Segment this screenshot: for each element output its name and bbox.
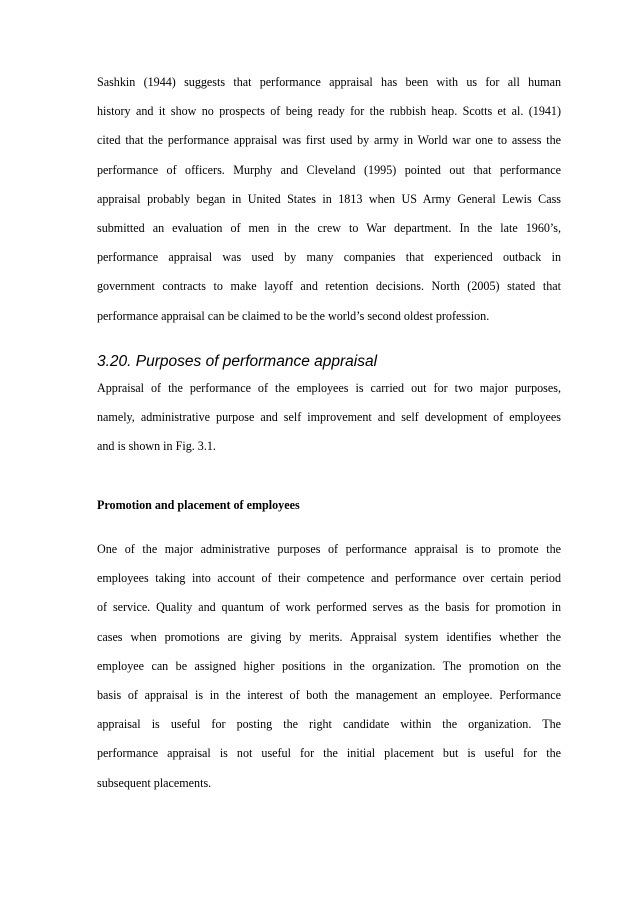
text-line: and is shown in Fig. 3.1.: [97, 439, 216, 454]
text-line: basis of appraisal is in the interest of both the management an employee. Performance: [97, 687, 561, 702]
text-line: employees taking into account of their competence and performance over certain period: [97, 571, 561, 586]
text-line: submitted an evaluation of men in the crew to War department. In the late 1960’s,: [97, 220, 561, 235]
text-line: government contracts to make layoff and retention decisions. North (2005) stated that: [97, 279, 561, 294]
text-line: performance appraisal is not useful for the initial placement but is useful for the: [97, 746, 561, 761]
subsection-heading: Promotion and placement of employees: [97, 498, 300, 512]
text-line: Sashkin (1944) suggests that performance appraisal has been with us for all human: [97, 75, 561, 89]
text-line: performance appraisal can be claimed to be the world’s second oldest profession.: [97, 308, 490, 323]
paragraph-history: [97, 75, 561, 338]
text-line: appraisal is useful for posting the right candidate within the organization. The: [97, 717, 561, 732]
text-line: performance of officers. Murphy and Cleveland (1995) pointed out that performance: [97, 162, 561, 177]
paragraph-purposes: [97, 381, 561, 469]
text-line: performance appraisal was used by many companies that experienced outback in: [97, 250, 561, 265]
text-line: One of the major administrative purposes of performance appraisal is to promote the: [97, 542, 561, 556]
paragraph-promotion: [97, 542, 561, 805]
text-line: subsequent placements.: [97, 775, 212, 790]
text-line: history and it show no prospects of being ready for the rubbish heap. Scotts et al. (1941): [97, 104, 561, 119]
text-line: appraisal probably began in United States in 1813 when US Army General Lewis Cass: [97, 191, 561, 206]
text-line: namely, administrative purpose and self improvement and self development of employees: [97, 410, 561, 425]
section-heading: 3.20. Purposes of performance appraisal: [97, 353, 378, 370]
text-line: cases when promotions are giving by merits. Appraisal system identifies whether the: [97, 629, 561, 644]
text-line: of service. Quality and quantum of work performed serves as the basis for promotion in: [97, 600, 561, 615]
text-line: cited that the performance appraisal was first used by army in World war one to assess the: [97, 133, 561, 148]
text-line: Appraisal of the performance of the employees is carried out for two major purposes,: [97, 381, 561, 395]
text-line: employee can be assigned higher positions in the organization. The promotion on the: [97, 658, 561, 673]
